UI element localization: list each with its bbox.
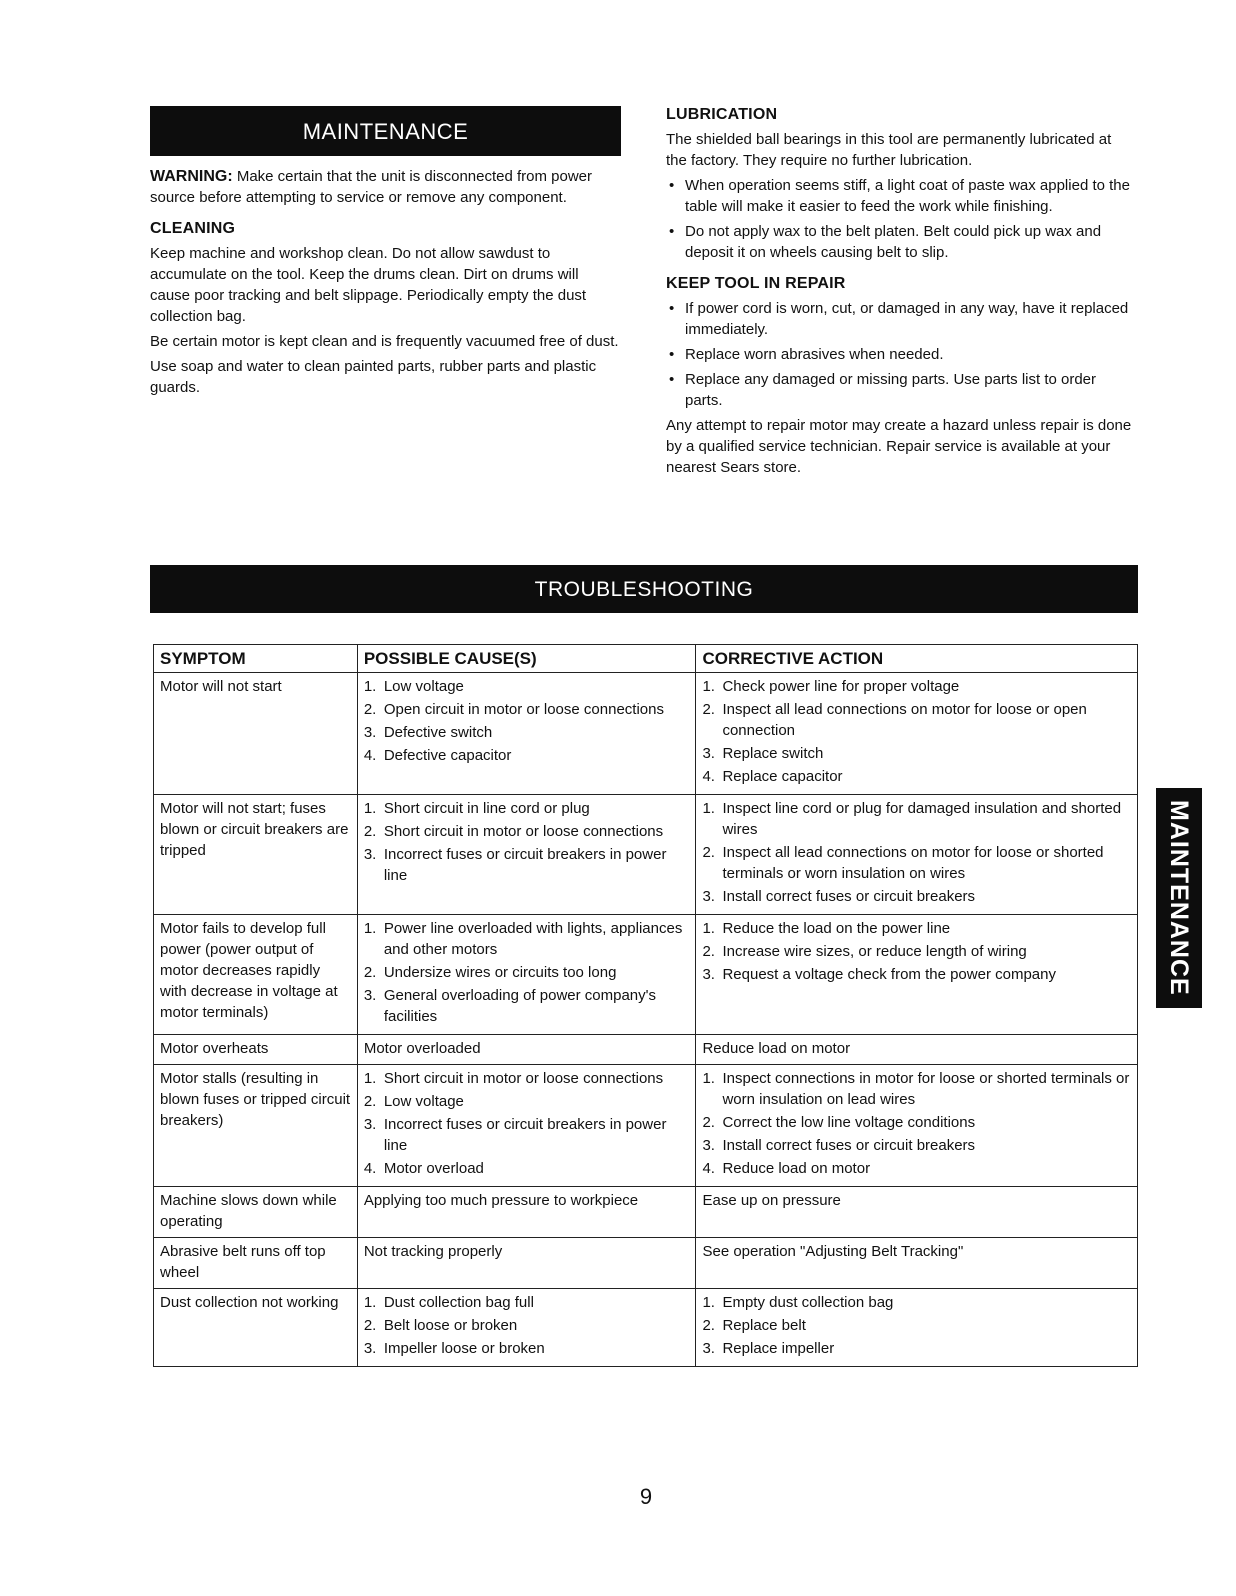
table-row [154, 1035, 1138, 1065]
step-text: Replace capacitor [722, 768, 843, 785]
troubleshooting-table [153, 644, 1138, 1367]
cause-cell [357, 1065, 696, 1187]
step-text: Defective switch [383, 724, 493, 741]
step-number: 1. [702, 1294, 715, 1311]
action-cell-list [702, 918, 1131, 985]
step-number: 3. [702, 1340, 715, 1357]
step-text: Short circuit in line cord or plug [383, 800, 590, 817]
step-number: 3. [363, 1116, 377, 1133]
step-number: 1. [702, 1070, 715, 1087]
step-number: 3. [702, 888, 715, 905]
step-number: 2. [702, 943, 715, 960]
step-text: Incorrect fuses or circuit breakers in power line [383, 1116, 667, 1154]
page-number: 9 [639, 1484, 653, 1509]
cause-cell [357, 1289, 696, 1367]
cause-cell [357, 795, 696, 915]
step-number: 2. [363, 1093, 377, 1110]
step-text: Motor overload [383, 1160, 484, 1177]
step-text: Correct the low line voltage conditions [722, 1114, 976, 1131]
repair-heading: KEEP TOOL IN REPAIR [666, 275, 846, 292]
list-item [364, 1315, 690, 1336]
step-text: Short circuit in motor or loose connections [383, 1070, 664, 1087]
step-text: Low voltage [383, 1093, 464, 1110]
step-number: 2. [702, 1317, 715, 1334]
symptom-cell: Motor will not start [154, 673, 358, 795]
bullet-icon: • [669, 177, 675, 194]
step-text: General overloading of power company's facilities [383, 987, 657, 1025]
list-item [702, 1068, 1131, 1110]
table-row [154, 795, 1138, 915]
list-item [702, 1292, 1131, 1313]
list-item [702, 699, 1131, 741]
action-cell [696, 795, 1138, 915]
bullet-icon: • [669, 300, 675, 317]
list-item [702, 1338, 1131, 1359]
step-text: Request a voltage check from the power company [722, 966, 1056, 983]
list-item [364, 676, 690, 697]
list-item: • Replace any damaged or missing parts. Use parts list to order parts. [669, 371, 1097, 409]
step-number: 1. [363, 1294, 377, 1311]
bullet-icon: • [669, 346, 675, 363]
list-item [364, 798, 690, 819]
step-number: 3. [363, 1340, 377, 1357]
action-cell [696, 1065, 1138, 1187]
step-number: 2. [702, 844, 715, 861]
table-row [154, 1065, 1138, 1187]
step-number: 1. [363, 920, 377, 937]
troubleshooting-body [154, 673, 1138, 1367]
action-cell-list [702, 1068, 1131, 1179]
step-text: Low voltage [383, 678, 464, 695]
symptom-cell: Motor fails to develop full power (power output of motor decreases rapidly with decrease in voltage at motor terminals) [154, 915, 358, 1035]
step-text: Undersize wires or circuits too long [383, 964, 617, 981]
troubleshooting-banner: TROUBLESHOOTING [150, 565, 1138, 613]
symptom-cell: Motor overheats [154, 1035, 358, 1065]
action-cell: Reduce load on motor [696, 1035, 1138, 1065]
step-text: Dust collection bag full [383, 1294, 534, 1311]
maintenance-left-column [150, 166, 620, 402]
cause-cell: Motor overloaded [357, 1035, 696, 1065]
lubrication-heading: LUBRICATION [666, 106, 778, 123]
table-row [154, 1289, 1138, 1367]
step-text: Open circuit in motor or loose connections [383, 701, 664, 718]
step-number: 3. [702, 966, 715, 983]
warning-text: Make certain that the unit is disconnected from power source before attempting to service or remove any component. [150, 168, 593, 206]
cleaning-paragraph: Be certain motor is kept clean and is frequently vacuumed free of dust. [150, 333, 619, 350]
action-cell: See operation "Adjusting Belt Tracking" [696, 1238, 1138, 1289]
list-item [702, 1158, 1131, 1179]
step-text: Check power line for proper voltage [722, 678, 960, 695]
bullet-icon: • [669, 371, 675, 388]
table-header-row [154, 645, 1138, 673]
lubrication-bullets [666, 175, 1136, 263]
list-item: • Do not apply wax to the belt platen. Belt could pick up wax and deposit it on wheels causing belt to slip. [669, 223, 1102, 261]
list-item: • If power cord is worn, cut, or damaged in any way, have it replaced immediately. [669, 300, 1129, 338]
action-cell [696, 1289, 1138, 1367]
lubrication-intro: The shielded ball bearings in this tool are permanently lubricated at the factory. They require no further lubrication. [666, 131, 1112, 169]
list-item [702, 766, 1131, 787]
step-number: 2. [363, 823, 377, 840]
step-number: 4. [363, 747, 377, 764]
list-item [364, 1158, 690, 1179]
list-item [702, 918, 1131, 939]
action-cell-list [702, 798, 1131, 907]
header-causes: POSSIBLE CAUSE(S) [357, 645, 696, 673]
step-number: 1. [702, 678, 715, 695]
step-text: Belt loose or broken [383, 1317, 518, 1334]
step-number: 3. [363, 724, 377, 741]
step-number: 1. [702, 920, 715, 937]
step-number: 3. [702, 1137, 715, 1154]
step-number: 1. [702, 800, 715, 817]
list-item [702, 886, 1131, 907]
cause-cell-list [364, 798, 690, 886]
step-number: 4. [702, 768, 715, 785]
step-text: Replace belt [722, 1317, 806, 1334]
action-cell: Ease up on pressure [696, 1187, 1138, 1238]
cause-cell [357, 673, 696, 795]
action-cell [696, 673, 1138, 795]
warning-paragraph [150, 166, 620, 208]
step-text: Install correct fuses or circuit breakers [722, 888, 976, 905]
step-text: Short circuit in motor or loose connections [383, 823, 664, 840]
list-item [364, 962, 690, 983]
step-text: Reduce load on motor [722, 1160, 871, 1177]
list-item [702, 964, 1131, 985]
list-item [702, 1135, 1131, 1156]
list-item [364, 1114, 690, 1156]
cause-cell: Applying too much pressure to workpiece [357, 1187, 696, 1238]
symptom-cell: Machine slows down while operating [154, 1187, 358, 1238]
list-item [702, 1315, 1131, 1336]
cleaning-paragraph: Keep machine and workshop clean. Do not allow sawdust to accumulate on the tool. Keep the drums clean. Dirt on drums will cause poor tracking and belt slippage. Periodically empty the dust collection bag. [150, 245, 587, 325]
list-item: • When operation seems stiff, a light coat of paste wax applied to the table will make it easier to feed the work while finishing. [669, 177, 1130, 215]
list-item [364, 1068, 690, 1089]
step-text: Inspect line cord or plug for damaged insulation and shorted wires [722, 800, 1122, 838]
header-symptom: SYMPTOM [154, 645, 358, 673]
table-row [154, 1187, 1138, 1238]
step-text: Inspect all lead connections on motor for loose or open connection [722, 701, 1087, 739]
list-item [364, 745, 690, 766]
cleaning-paragraph: Use soap and water to clean painted parts, rubber parts and plastic guards. [150, 358, 597, 396]
maintenance-right-column [666, 104, 1136, 482]
symptom-cell: Abrasive belt runs off top wheel [154, 1238, 358, 1289]
step-text: Incorrect fuses or circuit breakers in power line [383, 846, 667, 884]
list-item [364, 1338, 690, 1359]
list-item [702, 676, 1131, 697]
header-actions: CORRECTIVE ACTION [696, 645, 1138, 673]
step-number: 2. [363, 1317, 377, 1334]
step-text: Power line overloaded with lights, appliances and other motors [383, 920, 683, 958]
step-number: 2. [363, 964, 377, 981]
cause-cell-list [364, 1068, 690, 1179]
step-number: 3. [363, 987, 377, 1004]
maintenance-banner: MAINTENANCE [150, 106, 621, 156]
cause-cell [357, 915, 696, 1035]
table-row [154, 1238, 1138, 1289]
step-number: 4. [363, 1160, 377, 1177]
symptom-cell: Motor will not start; fuses blown or circuit breakers are tripped [154, 795, 358, 915]
step-text: Inspect connections in motor for loose or shorted terminals or worn insulation on lead wires [722, 1070, 1130, 1108]
step-number: 2. [363, 701, 377, 718]
step-text: Defective capacitor [383, 747, 512, 764]
list-item [702, 941, 1131, 962]
list-item [702, 842, 1131, 884]
bullet-icon: • [669, 223, 675, 240]
step-text: Install correct fuses or circuit breakers [722, 1137, 976, 1154]
action-cell-list [702, 1292, 1131, 1359]
step-number: 3. [363, 846, 377, 863]
action-cell-list [702, 676, 1131, 787]
step-number: 3. [702, 745, 715, 762]
repair-closing: Any attempt to repair motor may create a hazard unless repair is done by a qualified service technician. Repair service is available at your nearest Sears store. [666, 417, 1132, 476]
cause-cell-list [364, 918, 690, 1027]
step-text: Reduce the load on the power line [722, 920, 951, 937]
action-cell [696, 915, 1138, 1035]
step-text: Replace impeller [722, 1340, 835, 1357]
cleaning-heading: CLEANING [150, 220, 236, 237]
step-text: Impeller loose or broken [383, 1340, 545, 1357]
step-text: Inspect all lead connections on motor for loose or shorted terminals or worn insulation on wires [722, 844, 1104, 882]
list-item: • Replace worn abrasives when needed. [669, 346, 944, 363]
step-number: 4. [702, 1160, 715, 1177]
step-number: 2. [702, 1114, 715, 1131]
list-item [702, 743, 1131, 764]
step-number: 1. [363, 800, 377, 817]
list-item [702, 798, 1131, 840]
repair-bullets [666, 298, 1136, 411]
table-row [154, 673, 1138, 795]
step-text: Empty dust collection bag [722, 1294, 894, 1311]
list-item [364, 722, 690, 743]
symptom-cell: Dust collection not working [154, 1289, 358, 1367]
list-item [364, 1292, 690, 1313]
symptom-cell: Motor stalls (resulting in blown fuses or tripped circuit breakers) [154, 1065, 358, 1187]
list-item [364, 844, 690, 886]
cause-cell-list [364, 1292, 690, 1359]
step-number: 1. [363, 678, 377, 695]
step-number: 2. [702, 701, 715, 718]
cause-cell-list [364, 676, 690, 766]
list-item [702, 1112, 1131, 1133]
step-text: Increase wire sizes, or reduce length of wiring [722, 943, 1027, 960]
list-item [364, 918, 690, 960]
warning-label: WARNING: [150, 168, 233, 185]
step-number: 1. [363, 1070, 377, 1087]
side-tab-maintenance: MAINTENANCE [1156, 788, 1202, 1008]
step-text: Replace switch [722, 745, 824, 762]
list-item [364, 821, 690, 842]
table-row [154, 915, 1138, 1035]
list-item [364, 699, 690, 720]
list-item [364, 985, 690, 1027]
list-item [364, 1091, 690, 1112]
cause-cell: Not tracking properly [357, 1238, 696, 1289]
